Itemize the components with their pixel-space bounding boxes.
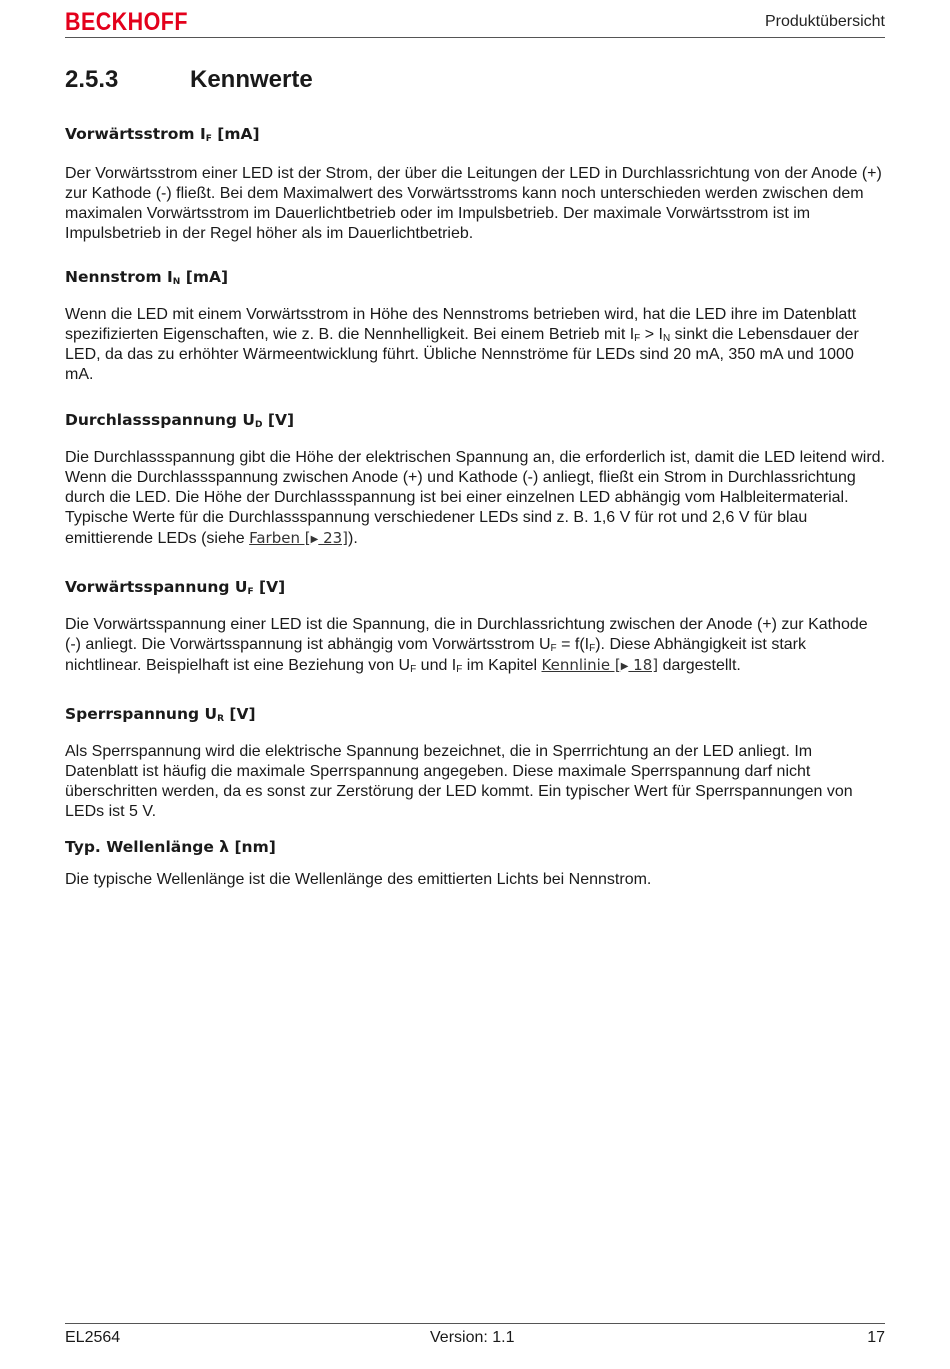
paragraph-forward-voltage-f: Die Vorwärtsspannung einer LED ist die Spannung, die in Durchlassrichtung zwischen der Anode (+) zur Kathode (-) anliegt. Die Vorwärtsspannung ist abhängig vom Vorwärtsstrom $U_F = f(I_F)$. Diese Abhängigkeit ist stark nichtlinear. Beispielhaft ist eine Beziehung von $U_F$ und $I_F$ im Kapitel Kennlinie [▶ 18] dargestellt. (65, 616, 868, 675)
section-heading (65, 66, 313, 94)
link-farben[interactable]: Farben [▶ 23] (249, 529, 348, 547)
footer-divider (65, 1323, 885, 1324)
brand-logo: BECKHOFF (65, 8, 188, 36)
subheading-forward-voltage-d: Durchlassspannung $U_D$ [V] (65, 411, 295, 430)
paragraph-nominal-current: Wenn die LED mit einem Vorwärtsstrom in Höhe des Nennstroms betrieben wird, hat die LED ihre im Datenblatt spezifizierten Eigenschaften, wie z. B. die Nennhelligkeit. Bei einem Betrieb mit $I_F > I_N$ sinkt die Lebensdauer der LED, da das zu erhöhter Wärmeentwicklung führt. Übliche Nennströme für LEDs sind 20 mA, 350 mA und 1000 mA. (65, 306, 859, 383)
subheading-reverse-voltage: Sperrspannung $U_R$ [V] (65, 705, 256, 724)
arrow-right-icon: ▶ (310, 534, 319, 545)
header-divider (65, 37, 885, 38)
paragraph-forward-voltage-d: Die Durchlassspannung gibt die Höhe der elektrischen Spannung an, die erforderlich ist, damit die LED leitend wird. Wenn die Durchlassspannung zwischen Anode (+) und Kathode (-) anliegt, fließt ein Strom in Durchlassrichtung durch die LED. Die Höhe der Durchlassspannung ist bei einer einzelnen LED abhängig vom Halbleitermaterial. Typische Werte für die Durchlassspannung verschiedener LEDs sind z. B. 1,6 V für rot und 2,6 V für blau emittierende LEDs (siehe Farben [▶ 23]). (65, 448, 885, 550)
subheading-forward-voltage-f: Vorwärtsspannung $U_F$ [V] (65, 578, 286, 597)
section-title: Kennwerte (190, 66, 313, 93)
paragraph-reverse-voltage: Als Sperrspannung wird die elektrische Spannung bezeichnet, die in Sperrrichtung an der LED anliegt. Im Datenblatt ist häufig die maximale Sperrspannung angegeben. Diese maximale Sperrspannung darf nicht überschritten werden, da es sonst zur Zerstörung der LED kommt. Ein typischer Wert für Sperrspannungen von LEDs ist 5 V. (65, 743, 853, 820)
subheading-nominal-current: Nennstrom $I_N$ [mA] (65, 268, 229, 287)
page-number: 17 (867, 1329, 885, 1346)
arrow-right-icon: ▶ (620, 661, 629, 672)
footer-product: EL2564 (65, 1329, 121, 1346)
section-number: 2.5.3 (65, 66, 119, 93)
subheading-wavelength: Typ. Wellenlänge λ [nm] (65, 838, 276, 856)
chapter-title: Produktübersicht (764, 13, 885, 30)
paragraph-wavelength: Die typische Wellenlänge ist die Wellenlänge des emittierten Lichts bei Nennstrom. (65, 871, 652, 888)
link-kennlinie[interactable]: Kennlinie [▶ 18] (542, 656, 659, 674)
subheading-forward-current: Vorwärtsstrom $I_F$ [mA] (65, 125, 260, 144)
paragraph-forward-current: Der Vorwärtsstrom einer LED ist der Strom, der über die Leitungen der LED in Durchlassrichtung von der Anode (+) zur Kathode (-) fließt. Bei dem Maximalwert des Vorwärtsstroms kann noch unterschieden werden zwischen dem maximalen Vorwärtsstrom im Dauerlichtbetrieb oder im Impulsbetrieb. Der maximale Vorwärtsstrom ist im Impulsbetrieb in der Regel höher als im Dauerlichtbetrieb. (65, 165, 882, 242)
document-body (65, 120, 885, 890)
footer-version: Version: 1.1 (430, 1329, 515, 1346)
